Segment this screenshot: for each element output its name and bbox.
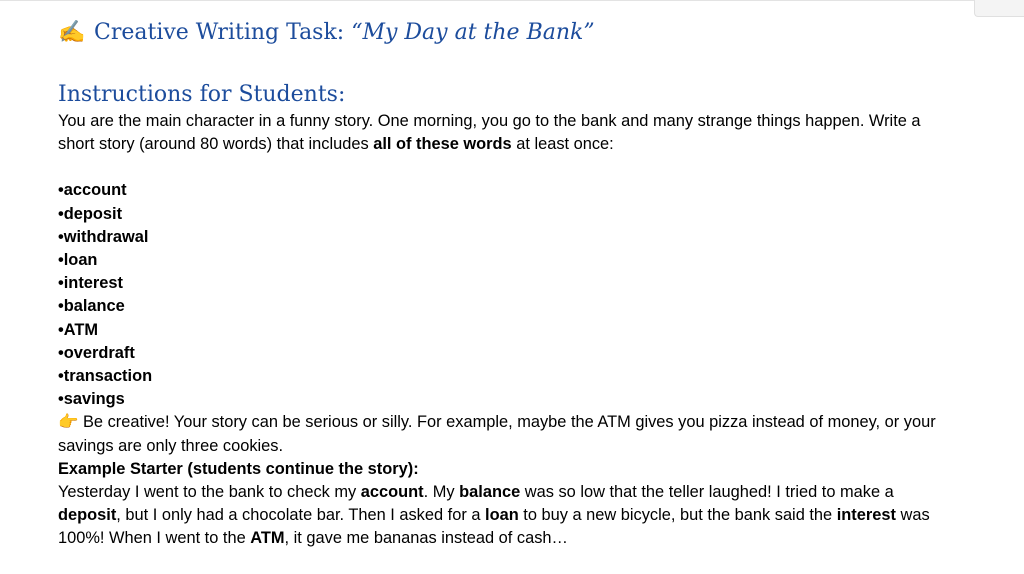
- vocabulary-word: interest: [63, 274, 123, 293]
- vocabulary-word: ATM: [63, 320, 99, 339]
- example-text: to buy a new bicycle, but the bank said the: [518, 506, 837, 525]
- bullet: •: [58, 320, 64, 339]
- vocabulary-word: withdrawal: [63, 227, 149, 246]
- intro-text-1: You are the main character in a funny story. One morning, you go to the bank and many strange things happen. Write a short story (around 80 words) that includes: [58, 112, 921, 154]
- tip-text: Be creative! Your story can be serious or silly. For example, maybe the ATM gives you pizza instead of money, or your savings are only three cookies.: [58, 413, 936, 455]
- bullet: •: [58, 274, 64, 293]
- vocabulary-word: transaction: [63, 367, 153, 386]
- vocabulary-word: deposit: [63, 204, 123, 223]
- spacer: [58, 156, 938, 179]
- vocabulary-item: [58, 319, 938, 342]
- vocabulary-word: overdraft: [63, 343, 135, 362]
- bullet: •: [58, 227, 64, 246]
- example-keyword: interest: [836, 506, 896, 525]
- example-paragraph: [58, 481, 938, 551]
- vocabulary-word: balance: [63, 297, 125, 316]
- vocabulary-item: [58, 203, 938, 226]
- vocabulary-word: account: [63, 181, 127, 200]
- example-heading: [58, 458, 938, 481]
- writing-hand-icon: ✍️: [58, 20, 86, 45]
- example-text: was so low that the teller laughed! I tried to make a: [520, 483, 894, 502]
- vocabulary-item: [58, 179, 938, 202]
- pointing-hand-icon: 👉: [58, 413, 79, 432]
- intro-bold: all of these words: [373, 135, 512, 154]
- bullet: •: [58, 251, 64, 270]
- vocabulary-word: loan: [63, 251, 98, 270]
- bullet: •: [58, 390, 64, 409]
- example-heading-text: Example Starter (students continue the story):: [58, 459, 419, 478]
- example-keyword: account: [360, 483, 424, 502]
- intro-text-2: at least once:: [511, 135, 614, 154]
- bullet: •: [58, 297, 64, 316]
- title-emphasis: “My Day at the Bank”: [351, 20, 595, 45]
- title-prefix: Creative Writing Task:: [94, 20, 352, 45]
- vocabulary-item: [58, 388, 938, 411]
- example-text: , but I only had a chocolate bar. Then I asked for a: [116, 506, 486, 525]
- slide-body: [58, 110, 938, 551]
- vocabulary-item: [58, 272, 938, 295]
- corner-tab: [974, 0, 1024, 17]
- bullet: •: [58, 343, 64, 362]
- instructions-heading: Instructions for Students:: [58, 82, 346, 107]
- top-divider: [0, 0, 1024, 1]
- vocabulary-word: savings: [63, 390, 125, 409]
- tip-paragraph: [58, 411, 938, 457]
- example-keyword: deposit: [58, 506, 117, 525]
- example-keyword: ATM: [250, 529, 285, 548]
- vocabulary-list: [58, 179, 938, 411]
- example-text: Yesterday I went to the bank to check my: [58, 483, 361, 502]
- example-keyword: balance: [459, 483, 521, 502]
- example-text: , it gave me bananas instead of cash…: [284, 529, 568, 548]
- vocabulary-item: [58, 342, 938, 365]
- intro-paragraph: [58, 110, 938, 156]
- bullet: •: [58, 204, 64, 223]
- example-text: . My: [423, 483, 460, 502]
- example-keyword: loan: [485, 506, 519, 525]
- bullet: •: [58, 367, 64, 386]
- example-text: was 100%! When I went to the: [58, 506, 930, 548]
- vocabulary-item: [58, 249, 938, 272]
- slide-title: [58, 18, 595, 48]
- vocabulary-item: [58, 226, 938, 249]
- bullet: •: [58, 181, 64, 200]
- vocabulary-item: [58, 295, 938, 318]
- vocabulary-item: [58, 365, 938, 388]
